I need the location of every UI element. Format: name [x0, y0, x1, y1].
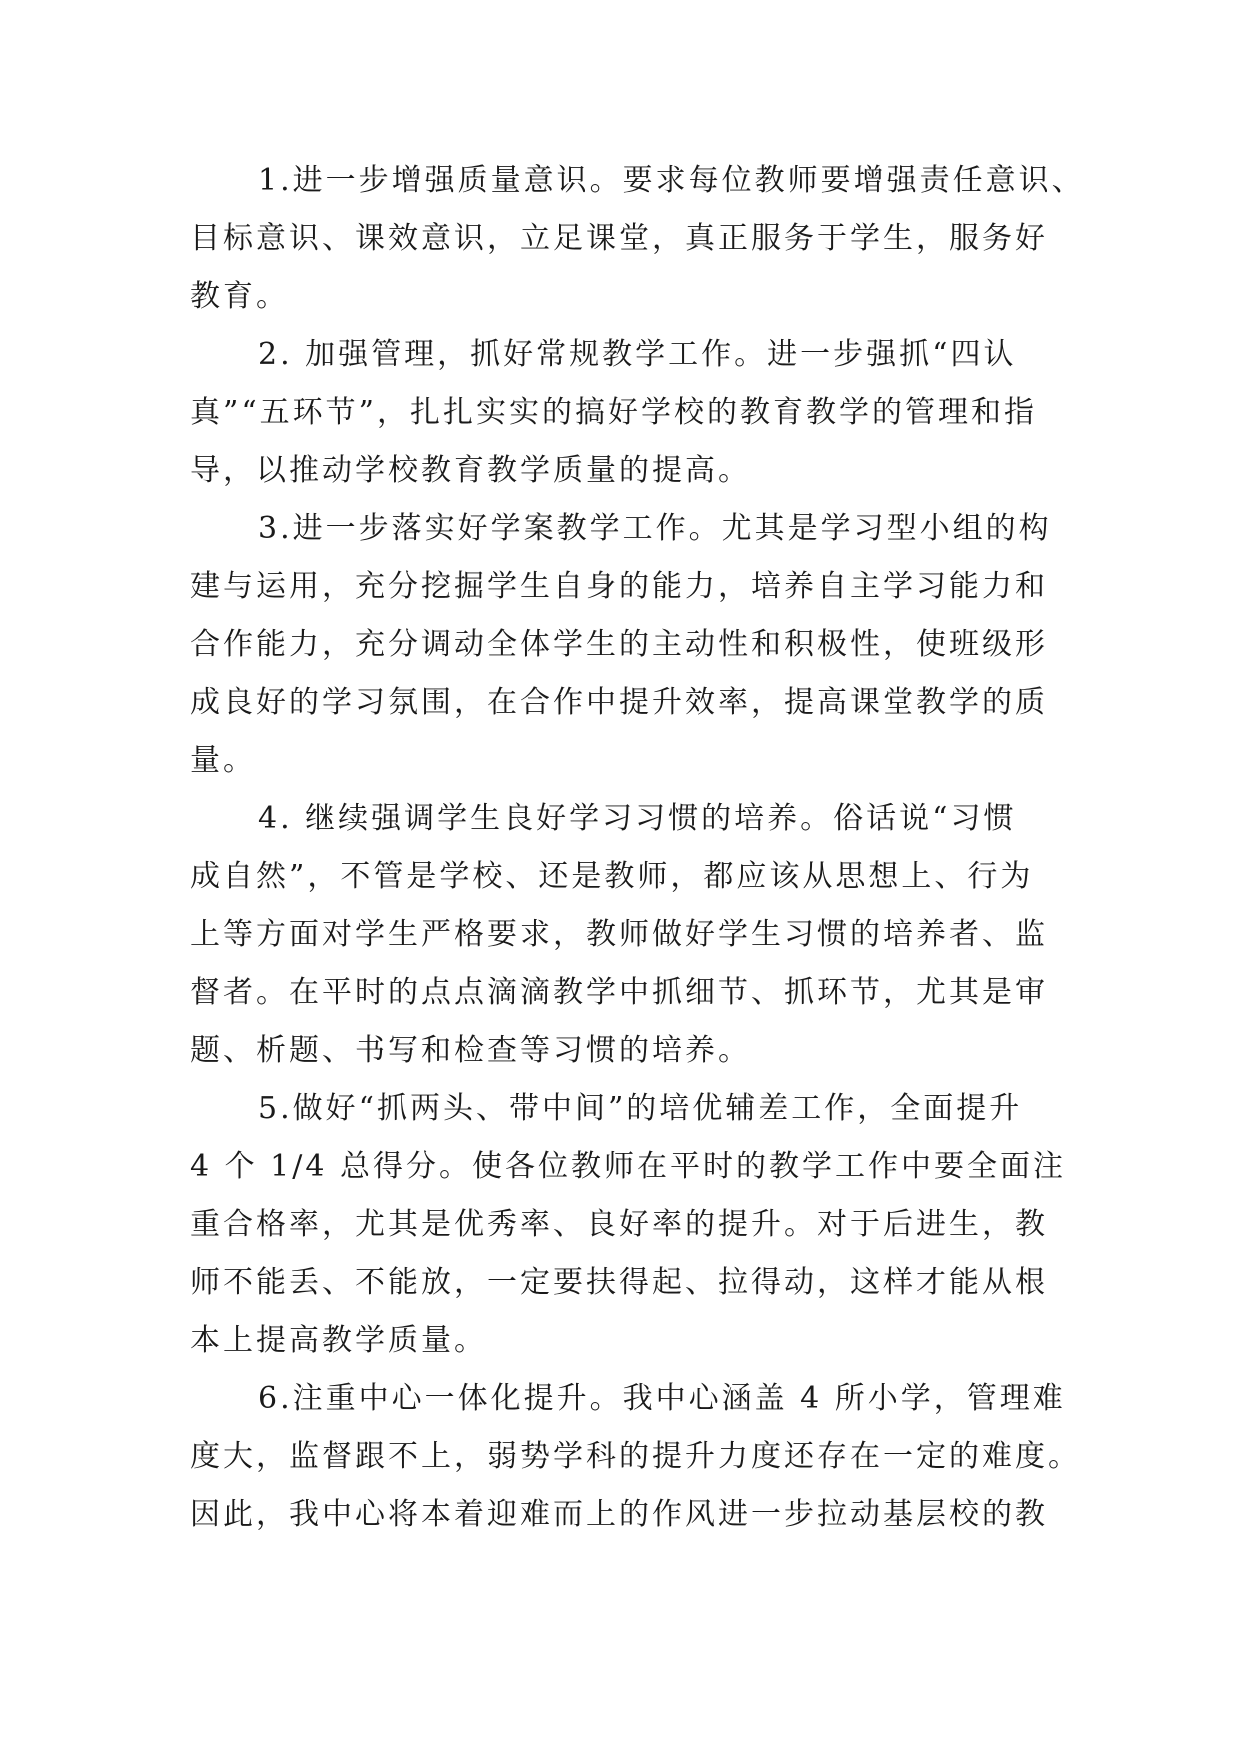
text-line: 题、析题、书写和检查等习惯的培养。 — [190, 1033, 751, 1068]
document-body — [190, 152, 1190, 1544]
text-line: 3.进一步落实好学案教学工作。尤其是学习型小组的构 — [258, 511, 1052, 546]
text-line: 1.进一步增强质量意识。要求每位教师要增强责任意识、 — [258, 163, 1085, 198]
text-line: 建与运用，充分挖掘学生自身的能力，培养自主学习能力和 — [190, 569, 1048, 604]
text-line: 6.注重中心一体化提升。我中心涵盖 4 所小学，管理难 — [258, 1381, 1066, 1416]
text-line: 2. 加强管理，抓好常规教学工作。进一步强抓“四认 — [258, 337, 1017, 372]
text-line: 4. 继续强调学生良好学习习惯的培养。俗话说“习惯 — [258, 801, 1017, 836]
text-line: 导，以推动学校教育教学质量的提高。 — [190, 453, 751, 488]
text-line: 教育。 — [190, 279, 289, 314]
text-line: 合作能力，充分调动全体学生的主动性和积极性，使班级形 — [190, 627, 1048, 662]
text-line: 师不能丢、不能放，一定要扶得起、拉得动，这样才能从根 — [190, 1265, 1048, 1300]
text-line: 目标意识、课效意识，立足课堂，真正服务于学生，服务好 — [190, 221, 1048, 256]
text-line: 重合格率，尤其是优秀率、良好率的提升。对于后进生，教 — [190, 1207, 1048, 1242]
text-line: 督者。在平时的点点滴滴教学中抓细节、抓环节，尤其是审 — [190, 975, 1048, 1010]
text-line: 度大，监督跟不上，弱势学科的提升力度还存在一定的难度。 — [190, 1439, 1081, 1474]
text-line: 成自然”，不管是学校、还是教师，都应该从思想上、行为 — [190, 859, 1034, 894]
text-line: 上等方面对学生严格要求，教师做好学生习惯的培养者、监 — [190, 917, 1048, 952]
text-line: 成良好的学习氛围，在合作中提升效率，提高课堂教学的质 — [190, 685, 1048, 720]
text-line: 本上提高教学质量。 — [190, 1323, 487, 1358]
text-line: 4 个 1/4 总得分。使各位教师在平时的教学工作中要全面注 — [190, 1149, 1066, 1184]
text-line: 5.做好“抓两头、带中间”的培优辅差工作，全面提升 — [258, 1091, 1023, 1126]
text-line: 量。 — [190, 743, 256, 778]
text-line: 真”“五环节”，扎扎实实的搞好学校的教育教学的管理和指 — [190, 395, 1038, 430]
text-line: 因此，我中心将本着迎难而上的作风进一步拉动基层校的教 — [190, 1497, 1048, 1532]
